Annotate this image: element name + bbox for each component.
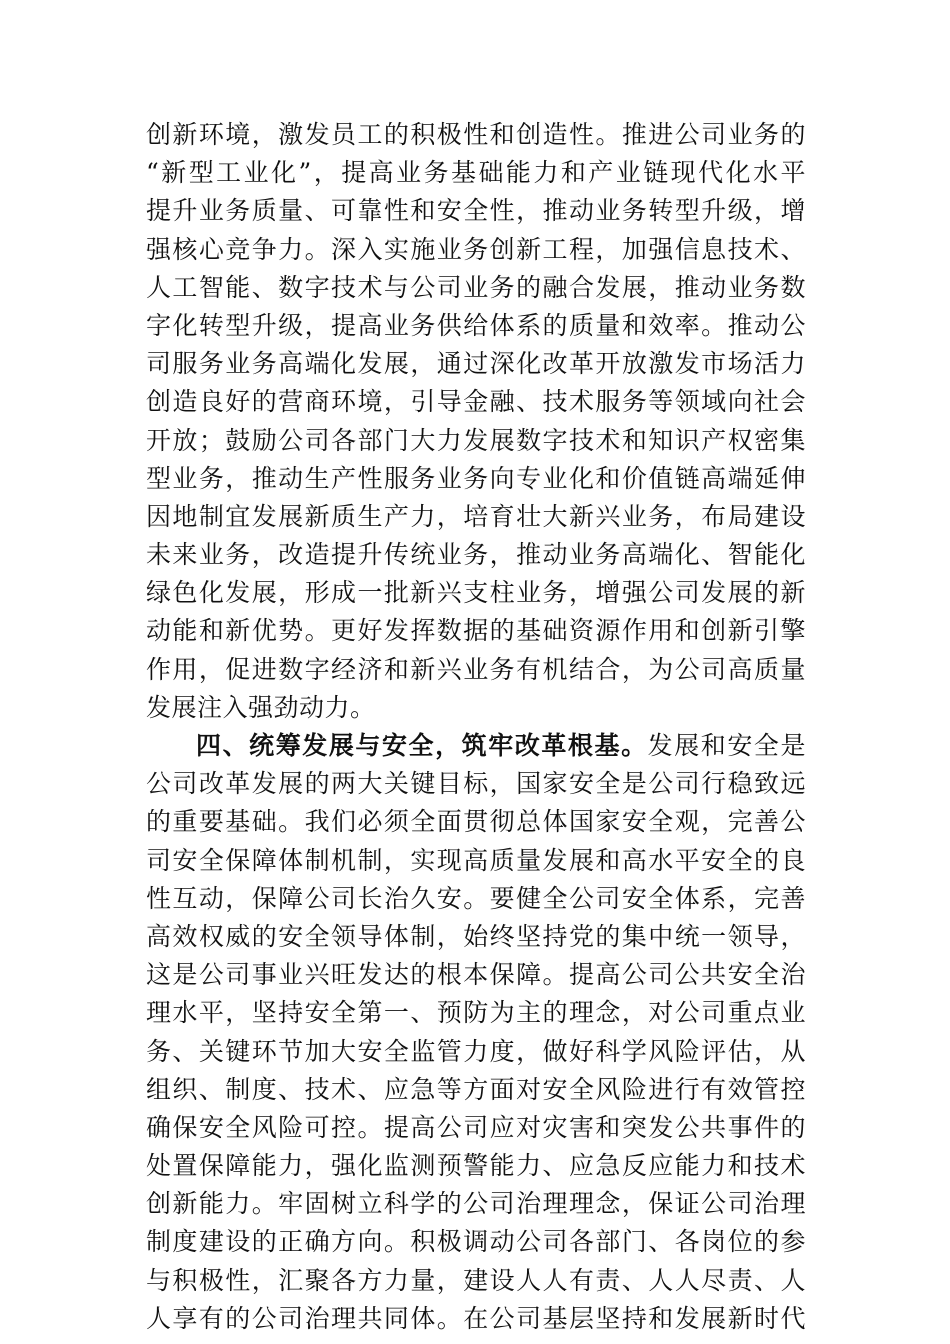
text-line: 理水平，坚持安全第一、预防为主的理念，对公司重点业	[146, 998, 806, 1028]
text-line: 公司改革发展的两大关键目标，国家安全是公司行稳致远	[146, 769, 806, 799]
text-line: 确保安全风险可控。提高公司应对灾害和突发公共事件的	[146, 1112, 806, 1142]
text-line: 司安全保障体制机制，实现高质量发展和高水平安全的良	[146, 845, 806, 875]
text-line: 性互动，保障公司长治久安。要健全公司安全体系，完善	[146, 883, 806, 913]
text-line: 强核心竞争力。深入实施业务创新工程，加强信息技术、	[146, 234, 806, 264]
text-line: 组织、制度、技术、应急等方面对安全风险进行有效管控	[146, 1074, 806, 1104]
body-text	[146, 116, 806, 1338]
text-line: 与积极性，汇聚各方力量，建设人人有责、人人尽责、人	[146, 1265, 806, 1295]
text-line: “新型工业化”，提高业务基础能力和产业链现代化水平	[146, 158, 806, 188]
paragraph-1	[146, 116, 806, 727]
text-line: 创造良好的营商环境，引导金融、技术服务等领域向社会	[146, 387, 806, 417]
text-line: 处置保障能力，强化监测预警能力、应急反应能力和技术	[146, 1151, 806, 1181]
text-line: 型业务，推动生产性服务业务向专业化和价值链高端延伸	[146, 463, 806, 493]
text-line: 字化转型升级，提高业务供给体系的质量和效率。推动公	[146, 310, 806, 340]
text-line: 作用，促进数字经济和新兴业务有机结合，为公司高质量	[146, 654, 806, 684]
text-line: 务、关键环节加大安全监管力度，做好科学风险评估，从	[146, 1036, 806, 1066]
text-line: 的重要基础。我们必须全面贯彻总体国家安全观，完善公	[146, 807, 806, 837]
text-line: 创新能力。牢固树立科学的公司治理理念，保证公司治理	[146, 1189, 806, 1219]
text-line: 司服务业务高端化发展，通过深化改革开放激发市场活力	[146, 349, 806, 379]
text-line: 人工智能、数字技术与公司业务的融合发展，推动业务数	[146, 272, 806, 302]
text-line: 未来业务，改造提升传统业务，推动业务高端化、智能化	[146, 540, 806, 570]
text-line: 开放；鼓励公司各部门大力发展数字技术和知识产权密集	[146, 425, 806, 455]
paragraph-2	[146, 727, 806, 1338]
text-line: 制度建设的正确方向。积极调动公司各部门、各岗位的参	[146, 1227, 806, 1257]
text-line: 发展注入强劲动力。	[146, 692, 376, 722]
text-line: 动能和新优势。更好发挥数据的基础资源作用和创新引擎	[146, 616, 806, 646]
text-line: 绿色化发展，形成一批新兴支柱业务，增强公司发展的新	[146, 578, 806, 608]
section-first-line	[146, 727, 806, 765]
section-heading-continuation: 发展和安全是	[647, 731, 806, 760]
text-line: 这是公司事业兴旺发达的根本保障。提高公司公共安全治	[146, 960, 806, 990]
section-heading: 四、统筹发展与安全，筑牢改革根基。	[196, 731, 648, 760]
text-line: 因地制宜发展新质生产力，培育壮大新兴业务，布局建设	[146, 501, 806, 531]
text-line: 提升业务质量、可靠性和安全性，推动业务转型升级，增	[146, 196, 806, 226]
text-line: 人享有的公司治理共同体。在公司基层坚持和发展新时代	[146, 1303, 806, 1333]
text-line: 高效权威的安全领导体制，始终坚持党的集中统一领导，	[146, 921, 806, 951]
text-line: 创新环境，激发员工的积极性和创造性。推进公司业务的	[146, 120, 806, 149]
